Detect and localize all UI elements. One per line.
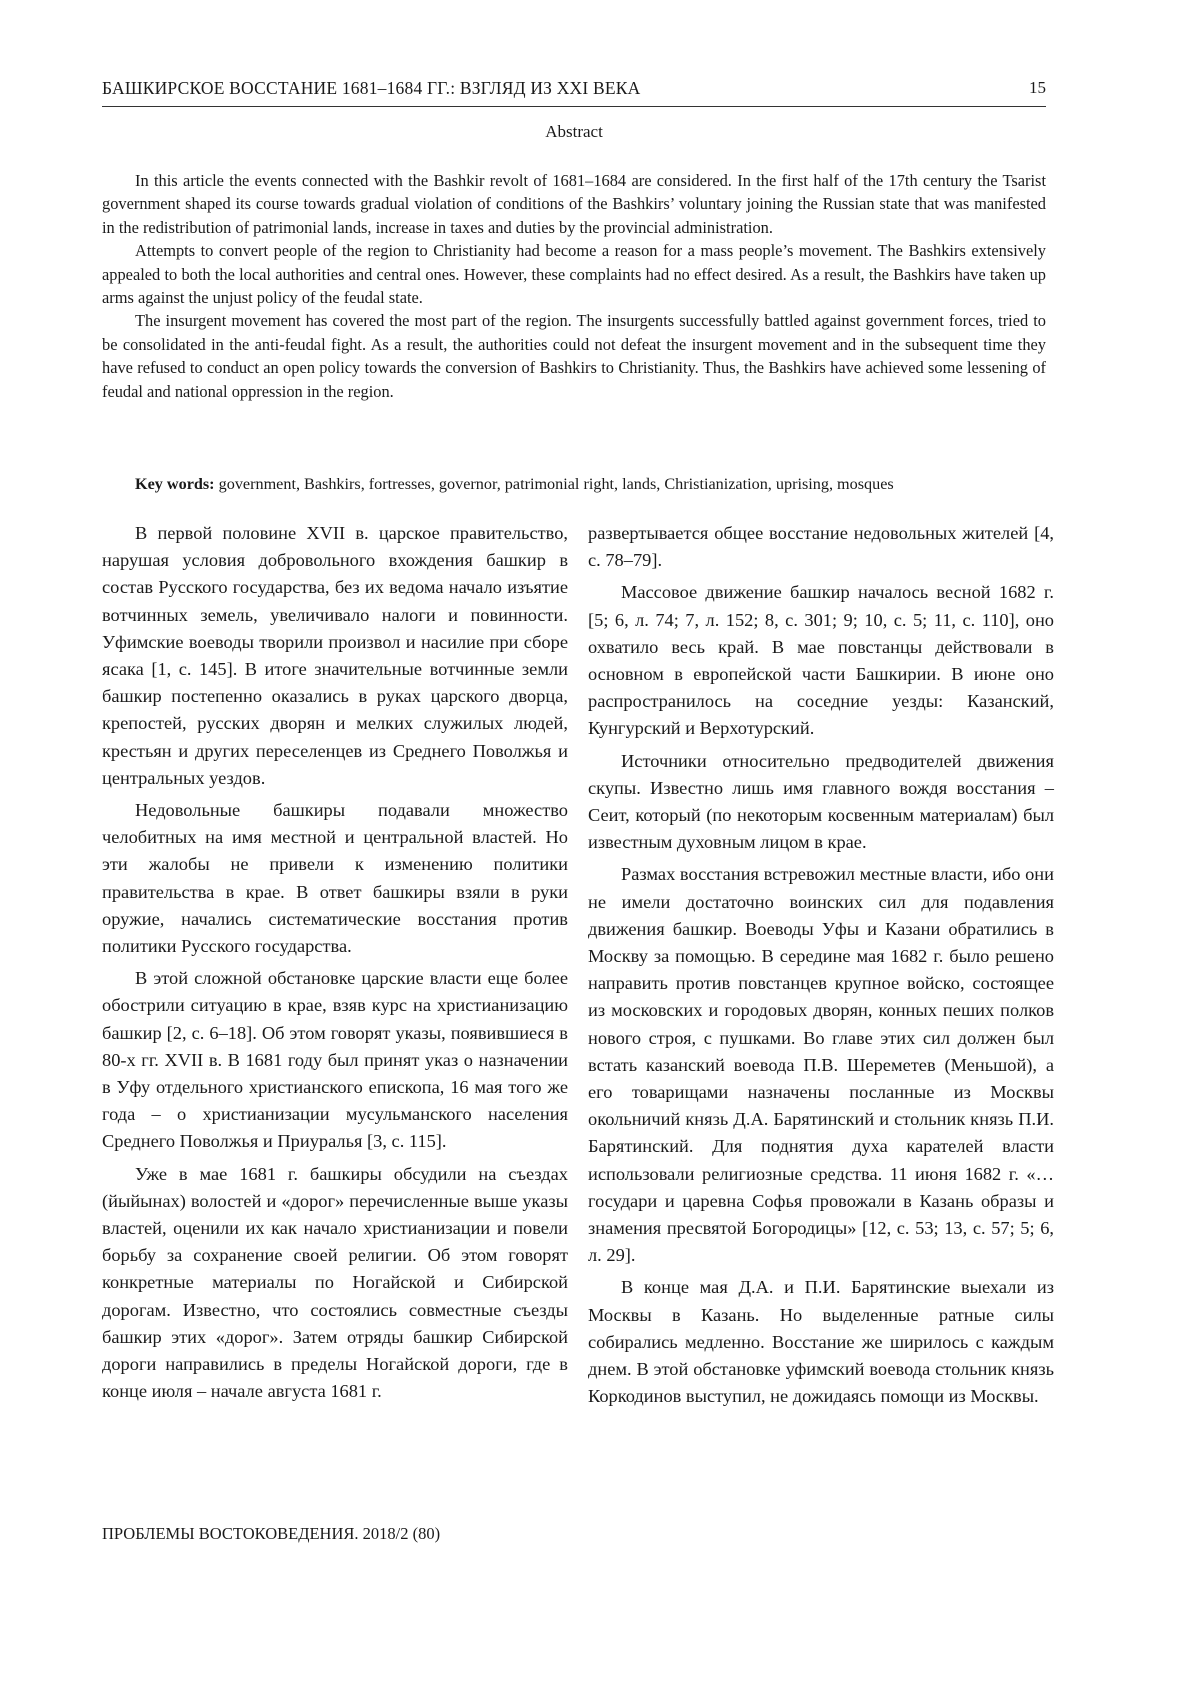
running-title: БАШКИРСКОЕ ВОССТАНИЕ 1681–1684 ГГ.: ВЗГЛЯД ИЗ XXI ВЕКА <box>102 78 641 98</box>
body-paragraph: Размах восстания встревожил местные власти, ибо они не имели достаточно воинских сил для подавления движения башкир. Воеводы Уфы и Казани обратились в Москву за помощью. В середине мая 1682 г. было решено направить против повстанцев крупное войско, состоящее из московских и городовых дворян, конных пеших полков нового строя, с пушками. Во главе этих сил должен был встать казанский воевода П.В. Шереметев (Меньшой), а его товарищами назначены посланные из Москвы окольничий князь Д.А. Барятинский и стольник князь П.И. Барятинский. Для поднятия духа карателей власти использовали религиозные средства. 11 июня 1682 г. «… государи и царевна Софья провожали в Казань образы и знамения пресвятой Богородицы» [12, с. 53; 13, с. 57; 5; 6, л. 29]. <box>588 864 1054 1266</box>
body-paragraph: В первой половине XVII в. царское правительство, нарушая условия добровольного вхождения башкир в состав Русского государства, без их ведома начало изъятие вотчинных земель, увеличивало налоги и повинности. Уфимские воеводы творили произвол и насилие при сборе ясака [1, с. 145]. В итоге значительные вотчинные земли башкир постепенно оказались в руках царского дворца, крепостей, русских дворян и мелких служилых людей, крестьян и других переселенцев из Среднего Поволжья и центральных уездов. <box>102 523 568 788</box>
body-paragraph: Источники относительно предводителей движения скупы. Известно лишь имя главного вождя восстания – Сеит, который (по некоторым косвенным материалам) был известным духовным лицом в крае. <box>588 750 1054 853</box>
body-paragraph: В этой сложной обстановке царские власти еще более обострили ситуацию в крае, взяв курс на христианизацию башкир [2, с. 6–18]. Об этом говорят указы, появившиеся в 80-х гг. XVII в. В 1681 году был принят указ о назначении в Уфу отдельного христианского епископа, 16 мая того же года – о христианизации мусульманского населения Среднего Поволжья и Приуралья [3, с. 115]. <box>102 968 568 1152</box>
body-paragraph-continuation: развертывается общее восстание недовольных жителей [4, с. 78–79]. <box>588 523 1054 571</box>
body-column-right <box>588 520 1054 1416</box>
body-column-left <box>102 520 568 1411</box>
abstract-body <box>102 169 1046 403</box>
abstract-paragraph: In this article the events connected with the Bashkir revolt of 1681–1684 are considered. In the first half of the 17th century the Tsarist government shaped its course towards gradual violation of conditions of the Bashkirs’ voluntary joining the Russian state that was manifested in the redistribution of patrimonial lands, increase in taxes and duties by the provincial administration. <box>102 171 1046 237</box>
body-paragraph: Недовольные башкиры подавали множество челобитных на имя местной и центральной властей. Но эти жалобы не привели к изменению политики правительства в крае. В ответ башкиры взяли в руки оружие, начались систематические восстания против политики Русского государства. <box>102 800 568 957</box>
abstract-heading: Abstract <box>545 122 603 141</box>
abstract-paragraph: Attempts to convert people of the region to Christianity had become a reason for a mass people’s movement. The Bashkirs extensively appealed to both the local authorities and central ones. However, these complaints had no effect desired. As a result, the Bashkirs have taken up arms against the unjust policy of the feudal state. <box>102 241 1046 308</box>
body-paragraph: В конце мая Д.А. и П.И. Барятинские выехали из Москвы в Казань. Но выделенные ратные силы собирались медленно. Восстание же ширилось с каждым днем. В этой обстановке уфимский воевода стольник князь Коркодинов выступил, не дожидаясь помощи из Москвы. <box>588 1277 1054 1407</box>
journal-footer: ПРОБЛЕМЫ ВОСТОКОВЕДЕНИЯ. 2018/2 (80) <box>102 1524 441 1543</box>
page-number: 15 <box>1029 78 1046 97</box>
keywords-text: government, Bashkirs, fortresses, governor, patrimonial right, lands, Christianization, uprising, mosques <box>218 475 894 493</box>
running-header <box>102 76 1046 107</box>
keywords-line <box>102 473 1046 495</box>
keywords-label: Key words: <box>135 475 215 493</box>
body-paragraph: Уже в мае 1681 г. башкиры обсудили на съездах (йыйынах) волостей и «дорог» перечисленные выше указы властей, оценили их как начало христианизации и повели борьбу за сохранение своей религии. Об этом говорят конкретные материалы по Ногайской и Сибирской дорогам. Известно, что состоялись совместные съезды башкир этих «дорог». Затем отряды башкир Сибирской дороги направились в пределы Ногайской дороги, где в конце июля – начале августа 1681 г. <box>102 1163 568 1402</box>
abstract-paragraph: The insurgent movement has covered the most part of the region. The insurgents successfully battled against government forces, tried to be consolidated in the anti-feudal fight. As a result, the authorities could not defeat the insurgent movement and in the subsequent time they have refused to conduct an open policy towards the conversion of Bashkirs to Christianity. Thus, the Bashkirs have achieved some lessening of feudal and national oppression in the region. <box>102 311 1046 401</box>
body-paragraph: Массовое движение башкир началось весной 1682 г. [5; 6, л. 74; 7, л. 152; 8, с. 301; 9; 10, с. 5; 11, с. 110], оно охватило весь край. В мае повстанцы действовали в основном в европейской части Башкирии. В июне оно распространилось на соседние уезды: Казанский, Кунгурский и Верхотурский. <box>588 582 1054 739</box>
